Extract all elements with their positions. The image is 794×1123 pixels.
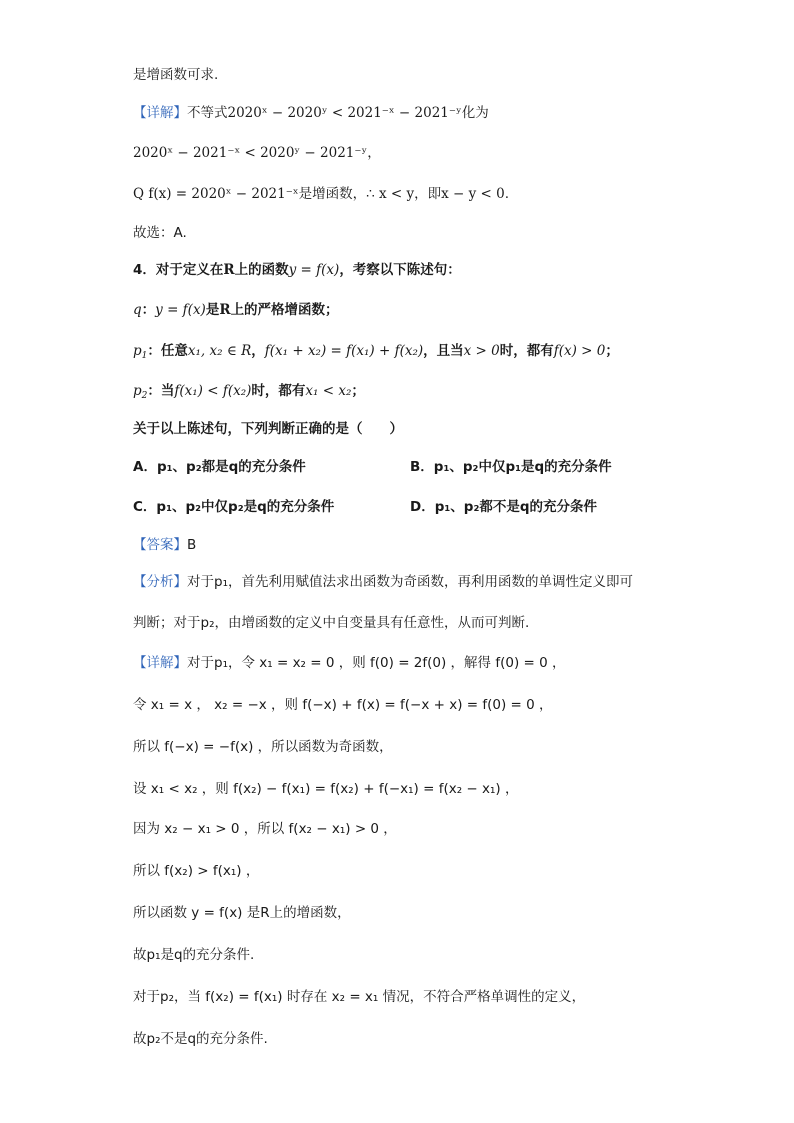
text-line: 是增函数可求. <box>133 67 219 83</box>
function-def: Q f(x) = 2020ˣ − 2021⁻ˣ <box>133 186 299 202</box>
option-a: A．p₁、p₂都是q的充分条件 <box>133 459 306 475</box>
text: 时，都有 <box>499 343 554 359</box>
text: 时，都有 <box>251 383 306 399</box>
detail-line-5: 因为 x₂ − x₁ > 0 ，所以 f(x₂ − x₁) > 0 ， <box>133 821 397 837</box>
option-b: B．p₁、p₂中仅p₁是q的充分条件 <box>410 459 612 475</box>
analysis-line-2: 判断；对于p₂，由增函数的定义中自变量具有任意性，从而可判断. <box>133 615 530 631</box>
text: 化为 <box>461 105 489 121</box>
detail-line-7: 所以函数 y = f(x) 是R上的增函数， <box>133 905 351 921</box>
answer-line <box>133 536 196 554</box>
statement-p2 <box>133 382 365 400</box>
text: ：当 <box>147 383 175 399</box>
detail-line-6: 所以 f(x₂) > f(x₁) ， <box>133 863 260 879</box>
text: 上的函数 <box>234 262 289 278</box>
label-p2: $p_2$ <box>133 383 148 401</box>
text: ：任意 <box>147 343 188 359</box>
analysis-line-1 <box>133 573 633 591</box>
text-line: 故选：A. <box>133 225 187 241</box>
math-line <box>133 144 381 162</box>
text: ， <box>251 343 265 359</box>
label-q: q <box>133 302 142 318</box>
text: ； <box>605 343 619 359</box>
text: 4．对于定义在 <box>133 262 224 278</box>
set-R: R <box>219 302 231 318</box>
detail-line-4: 设 x₁ < x₂ ，则 f(x₂) − f(x₁) = f(x₂) + f(−x₁) = f(x₂ − x₁) ， <box>133 781 519 797</box>
text: ，考察以下陈述句： <box>339 262 461 278</box>
detail-line-1 <box>133 654 566 672</box>
condition: f(x₁) < f(x₂) <box>174 383 252 399</box>
detail-line <box>133 104 489 122</box>
equation: f(x₁ + x₂) = f(x₁) + f(x₂) <box>264 343 424 359</box>
question-header <box>133 261 461 279</box>
text: 是增函数， <box>298 186 367 202</box>
text: ； <box>351 383 365 399</box>
label-p1: $p_1$ <box>133 343 148 361</box>
detail-line-3: 所以 f(−x) = −f(x) ，所以函数为奇函数， <box>133 739 393 755</box>
inequality: ∴ x < y <box>366 186 415 202</box>
text: ， <box>367 145 381 161</box>
function: y = f(x) <box>288 262 340 278</box>
option-d: D．p₁、p₂都不是q的充分条件 <box>410 499 598 515</box>
detail-line-9: 对于p₂，当 f(x₂) = f(x₁) 时存在 x₂ = x₁ 情况，不符合严格单调性的定义， <box>133 989 586 1005</box>
inequality: x − y < 0 <box>441 186 505 202</box>
detail-tag: 【详解】 <box>133 655 187 671</box>
statement-q <box>133 301 339 319</box>
statement-p1 <box>133 342 619 360</box>
vars: x₁, x₂ ∈ R <box>187 343 252 359</box>
inequality: 2020ˣ − 2020ʸ < 2021⁻ˣ − 2021⁻ʸ <box>227 105 462 121</box>
text: 对于p₁，令 x₁ = x₂ = 0 ，则 f(0) = 2f(0) ，解得 f(0) = 0 ， <box>187 655 566 671</box>
set-R: R <box>223 262 235 278</box>
condition: x > 0 <box>463 343 500 359</box>
answer-tag: 【答案】 <box>133 537 187 553</box>
detail-line-10: 故p₂不是q的充分条件. <box>133 1031 268 1047</box>
text: 上的严格增函数； <box>230 302 339 318</box>
text: 不等式 <box>187 105 228 121</box>
answer-value: B <box>187 537 197 553</box>
text: ，且当 <box>423 343 464 359</box>
text: ： <box>141 302 156 318</box>
inequality: 2020ˣ − 2021⁻ˣ < 2020ʸ − 2021⁻ʸ <box>133 145 368 161</box>
option-c: C．p₁、p₂中仅p₂是q的充分条件 <box>133 499 335 515</box>
question-text: 关于以上陈述句，下列判断正确的是（ ） <box>133 421 403 437</box>
text: 是 <box>205 302 220 318</box>
result: x₁ < x₂ <box>305 383 352 399</box>
function: y = f(x) <box>155 302 206 318</box>
result: f(x) > 0 <box>553 343 606 359</box>
text: ，即 <box>414 186 442 202</box>
detail-tag: 【详解】 <box>133 105 187 121</box>
math-line <box>133 185 509 203</box>
detail-line-8: 故p₁是q的充分条件. <box>133 947 255 963</box>
detail-line-2: 令 x₁ = x ， x₂ = −x ，则 f(−x) + f(x) = f(−x + x) = f(0) = 0 ， <box>133 697 553 713</box>
text: 对于p₁，首先利用赋值法求出函数为奇函数，再利用函数的单调性定义即可 <box>187 574 633 590</box>
analysis-tag: 【分析】 <box>133 574 187 590</box>
period: . <box>504 186 510 202</box>
